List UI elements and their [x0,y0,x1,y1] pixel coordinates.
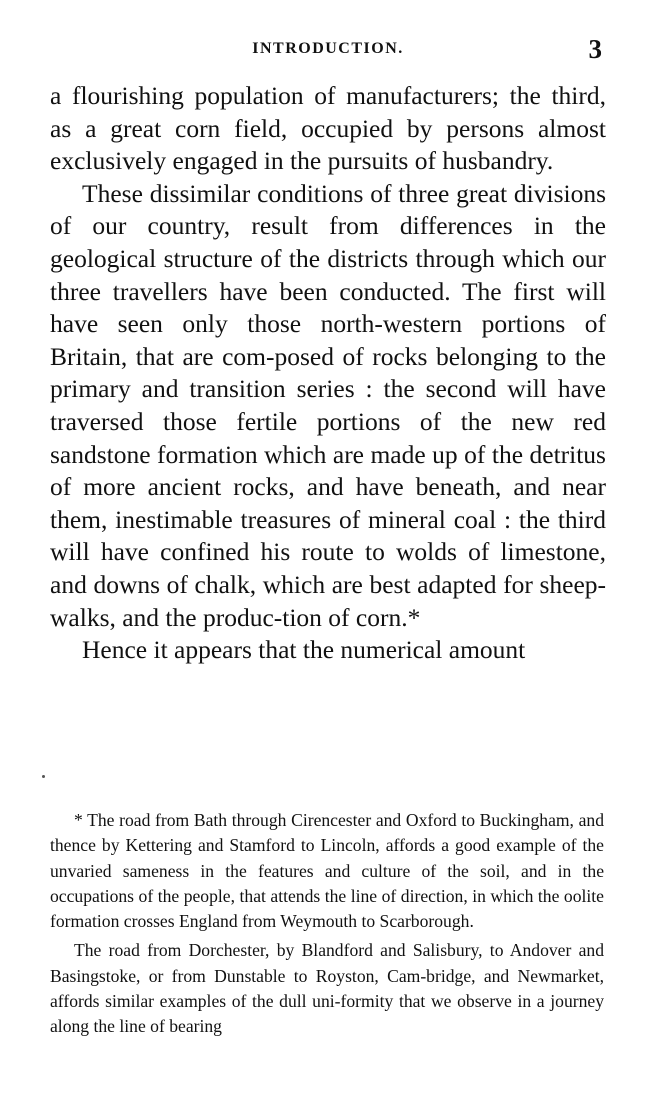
footnote: * The road from Bath through Cirencester and Oxford to Buckingham, and thence by Kettering and Stamford to Lincoln, affords a good example of the unvaried sameness in the features and culture of the soil, and in the occupations of the people, that attends the line of direction, in which the oolite formation crosses England from Weymouth to Scarborough. [50,810,604,932]
paragraph: Hence it appears that the numerical amount [82,635,526,665]
footnote-continuation: The road from Dorchester, by Blandford and Salisbury, to Andover and Basingstoke, or from Dunstable to Royston, Cam-bridge, and Newmarket, affords similar examples of the dull uni-formity that we observe in a journey along the line of bearing [50,940,604,1037]
paragraph-continued: a flourishing population of manufacturers; the third, as a great corn field, occupied by persons almost exclusively engaged in the pursuits of husbandry. [50,81,606,176]
stray-dot [42,775,45,778]
paragraph: These dissimilar conditions of three great divisions of our country, result from differences in the geological structure of the districts through which our three travellers have been conducted. The first will have seen only those north-western portions of Britain, that are com-posed of rocks belonging to the primary and transition series : the second will have traversed those fertile portions of the new red sandstone formation which are made up of the detritus of more ancient rocks, and have beneath, and near them, inestimable treasures of mineral coal : the third will have confined his route to wolds of limestone, and downs of chalk, which are best adapted for sheep-walks, and the produc-tion of corn.* [50,178,606,632]
running-title: INTRODUCTION. [252,40,404,57]
footnotes [50,808,604,1040]
body-text [50,80,606,667]
page [50,34,606,667]
page-number: 3 [588,34,602,64]
running-head [50,34,606,68]
